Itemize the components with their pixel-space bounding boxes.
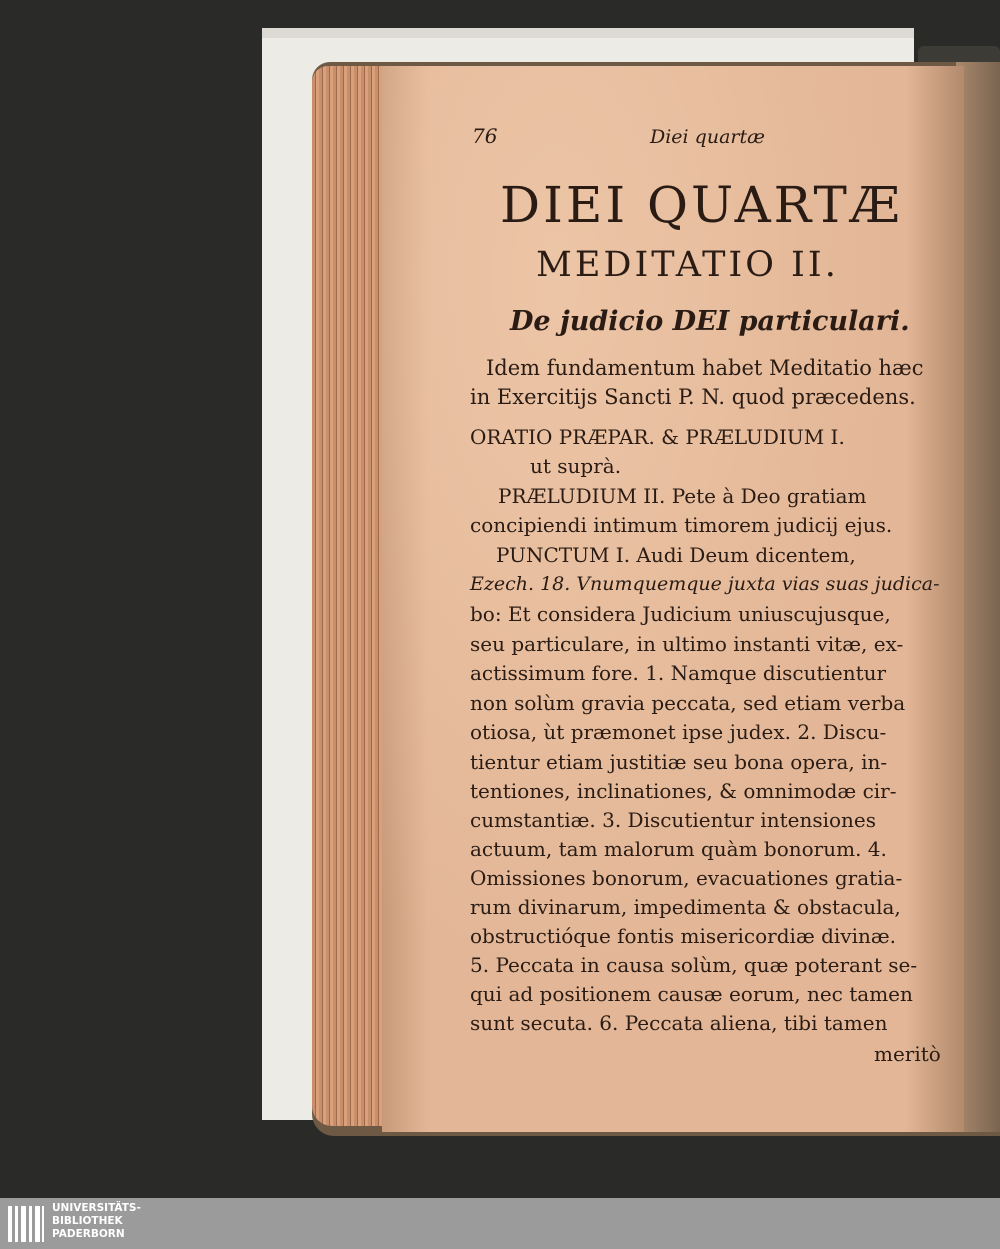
library-logo-text [52,1202,141,1241]
text-line: Ezech. 18. Vnumquemque juxta vias suas judica- [470,573,940,595]
footer-bar [0,1198,1000,1249]
title-line-2: MEDITATIO II. [536,245,839,285]
text-line: tentiones, inclinationes, & omnimodæ cir- [470,779,897,803]
logo-line-3: PADERBORN [52,1228,125,1240]
text-line: obstructióque fontis misericordiæ divinæ. [470,924,897,948]
text-line: actuum, tam malorum quàm bonorum. 4. [470,837,887,861]
text-line: cumstantiæ. 3. Discutientur intensiones [470,808,877,832]
logo-line-1: UNIVERSITÄTS- [52,1202,141,1214]
page-number: 76 [472,124,498,148]
subtitle: De judicio DEI particulari. [510,306,910,337]
running-head: Diei quartæ [650,126,765,148]
text-line: tientur etiam justitiæ seu bona opera, in- [470,750,888,774]
text-line: qui ad positionem causæ eorum, nec tamen [470,982,913,1006]
text-line: rum divinarum, impedimenta & obstacula, [470,895,901,919]
logo-line-2: BIBLIOTHEK [52,1215,123,1227]
text-line: seu particulare, in ultimo instanti vitæ, ex- [470,632,904,656]
text-line: 5. Peccata in causa solùm, quæ poterant se- [470,953,918,977]
text-line: PUNCTUM I. Audi Deum dicentem, [496,543,856,567]
text-line: sunt secuta. 6. Peccata aliena, tibi tamen [470,1011,888,1035]
text-line: otiosa, ùt præmonet ipse judex. 2. Discu- [470,720,887,744]
text-line: PRÆLUDIUM II. Pete à Deo gratiam [498,484,867,508]
backing-card-shadow [262,28,914,38]
text-line: Idem fundamentum habet Meditatio hæc [486,356,924,380]
library-logo-icon [6,1202,46,1246]
text-line: ut suprà. [530,454,622,478]
text-line: actissimum fore. 1. Namque discutientur [470,661,887,685]
title-line-1: DIEI QUARTÆ [500,176,903,234]
text-line: in Exercitijs Sancti P. N. quod præcedens. [470,385,916,409]
text-line: bo: Et considera Judicium uniuscujusque, [470,602,891,626]
text-line: Omissiones bonorum, evacuationes gratia- [470,866,903,890]
catchword: meritò [874,1042,941,1066]
text-line: concipiendi intimum timorem judicij ejus. [470,513,893,537]
text-line: ORATIO PRÆPAR. & PRÆLUDIUM I. [470,425,845,449]
text-line: non solùm gravia peccata, sed etiam verba [470,691,906,715]
